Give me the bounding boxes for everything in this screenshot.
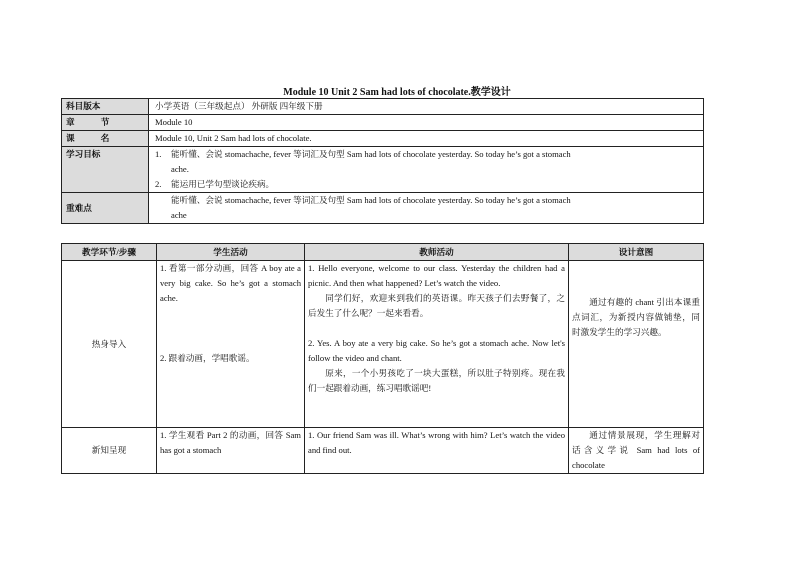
info-row-key [62,193,704,224]
plan-header-row [62,244,704,261]
info-row-goals [62,147,704,193]
warmup-teacher-1-cn: 同学们好，欢迎来到我们的英语课。昨天孩子们去野餐了，之后发生了什么呢？一起来看看。 [308,293,565,318]
new-student: 1. 学生观看 Part 2 的动画，回答 Sam has got a stomach [157,428,305,474]
lesson-value: Module 10, Unit 2 Sam had lots of chocolate. [149,131,704,147]
header-student: 学生活动 [157,244,305,261]
header-teacher: 教师活动 [305,244,569,261]
info-row-lesson [62,131,704,147]
warmup-teacher [305,261,569,428]
header-intent: 设计意图 [569,244,704,261]
warmup-student-2: 2. 跟着动画，学唱歌谣。 [160,353,255,363]
new-section: 新知呈现 [62,428,157,474]
warmup-teacher-1: 1. Hello everyone, welcome to our class. Yesterday the children had a picnic. And then what happened? Let’s watch the video. [308,263,565,288]
lesson-label: 课 名 [62,131,149,147]
info-row-chapter [62,115,704,131]
key-value: 能听懂、会说 stomachache, fever 等词汇及句型 Sam had lots of chocolate yesterday. So today he’s got a stomach ache [149,193,704,224]
plan-row-warmup [62,261,704,428]
warmup-teacher-2-cn: 原来，一个小男孩吃了一块大蛋糕，所以肚子特别疼。现在我们一起跟着动画，练习唱歌谣吧! [308,368,565,393]
new-teacher: 1. Our friend Sam was ill. What’s wrong with him? Let’s watch the video and find out. [305,428,569,474]
goal-item-1: 1. 能听懂、会说 stomachache, fever 等词汇及句型 Sam had lots of chocolate yesterday. So today he’s got a stomach [155,149,571,159]
new-intent: 通过情景展现，学生理解对话含义学说 Sam had lots of chocolate [569,428,704,474]
chapter-label: 章 节 [62,115,149,131]
warmup-student-1: 1. 看第一部分动画，回答 A boy ate a very big cake. So he’s got a stomach ache. [160,263,301,303]
goal-item-1-cont: ache. [171,164,189,174]
subject-label: 科目版本 [62,99,149,115]
warmup-teacher-2: 2. Yes. A boy ate a very big cake. So he’s got a stomach ache. Now let's follow the video and chant. [308,338,565,363]
warmup-student [157,261,305,428]
goal-list [149,147,704,193]
warmup-section: 热身导入 [62,261,157,428]
header-step: 教学环节/步骤 [62,244,157,261]
plan-table [61,243,704,474]
info-table [61,98,704,224]
warmup-intent: 通过有趣的 chant 引出本课重点词汇，为新授内容做铺垫，同时激发学生的学习兴趣。 [569,261,704,428]
chapter-value: Module 10 [149,115,704,131]
goal-label: 学习目标 [62,147,149,193]
subject-value: 小学英语（三年级起点） 外研版 四年级下册 [149,99,704,115]
info-row-subject [62,99,704,115]
goal-item-2: 2. 能运用已学句型谈论疾病。 [155,179,275,189]
plan-row-new [62,428,704,474]
key-label: 重难点 [62,193,149,224]
page-title: Module 10 Unit 2 Sam had lots of chocolate.教学设计 [283,87,511,98]
